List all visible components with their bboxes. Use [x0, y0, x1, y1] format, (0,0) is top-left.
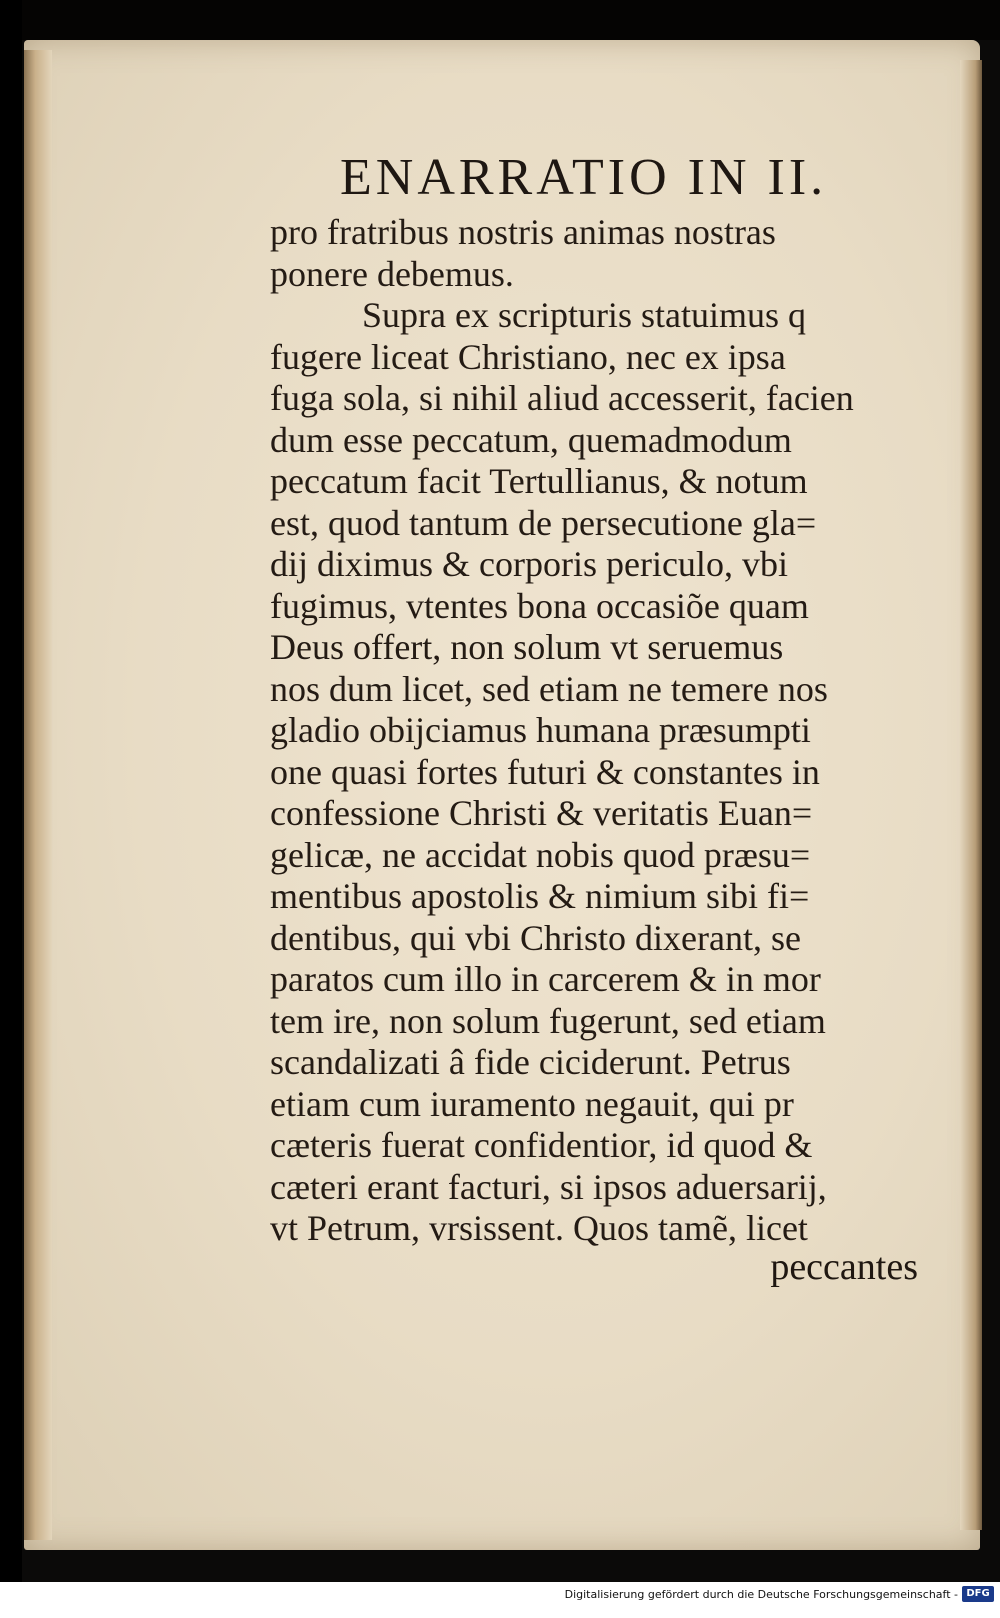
- text-line: peccatum facit Tertullianus, & notum: [270, 461, 808, 501]
- text-line: nos dum licet, sed etiam ne temere nos: [270, 668, 828, 709]
- running-head: ENARRATIO IN II.: [340, 149, 828, 206]
- text-line: etiam cum iuramento negauit, qui pr: [270, 1083, 794, 1124]
- dfg-logo: DFG: [962, 1586, 994, 1602]
- text-line: mentibus apostolis & nimium sibi fi=: [270, 876, 810, 916]
- text-line: Supra ex scripturis statuimus q: [362, 295, 806, 335]
- digitization-credit: Digitalisierung gefördert durch die Deutsche Forschungsgemeinschaft -: [564, 1588, 958, 1601]
- text-line: gelicæ, ne accidat nobis quod præsu=: [270, 834, 811, 875]
- text-line: gladio obijciamus humana præsumpti: [270, 710, 811, 750]
- text-line: fugere liceat Christiano, nec ex ipsa: [270, 336, 786, 377]
- text-line: vt Petrum, vrsissent. Quos tamẽ, licet: [270, 1208, 808, 1248]
- text-line: Deus offert, non solum vt seruemus: [270, 627, 784, 667]
- text-line: confessione Christi & veritatis Euan=: [270, 793, 813, 833]
- scan-border-left: [0, 0, 22, 1618]
- text-line: fugimus, vtentes bona occasiõe quam: [270, 585, 809, 626]
- page-fore-edge: [960, 60, 982, 1530]
- text-line: dum esse peccatum, quemadmodum: [270, 419, 792, 460]
- catchword: peccantes: [770, 1246, 918, 1288]
- text-line: cæteri erant facturi, si ipsos aduersarij,: [270, 1166, 827, 1207]
- text-line: scandalizati â fide ciciderunt. Petrus: [270, 1042, 791, 1082]
- text-line: cæteris fuerat confidentior, id quod &: [270, 1125, 813, 1165]
- text-line: fuga sola, si nihil aliud accesserit, facien: [270, 378, 854, 418]
- body-text: [270, 212, 920, 1250]
- text-line: dij diximus & corporis periculo, vbi: [270, 544, 788, 584]
- text-line: paratos cum illo in carcerem & in mor: [270, 959, 821, 999]
- text-line: one quasi fortes futuri & constantes in: [270, 751, 820, 792]
- scan-border-top: [0, 0, 1000, 40]
- text-line: dentibus, qui vbi Christo dixerant, se: [270, 917, 801, 958]
- text-line: est, quod tantum de persecutione gla=: [270, 502, 817, 543]
- page-gutter-edge: [24, 50, 52, 1540]
- text-line: ponere debemus.: [270, 253, 514, 294]
- text-line: tem ire, non solum fugerunt, sed etiam: [270, 1000, 826, 1041]
- text-line: pro fratribus nostris animas nostras: [270, 212, 776, 252]
